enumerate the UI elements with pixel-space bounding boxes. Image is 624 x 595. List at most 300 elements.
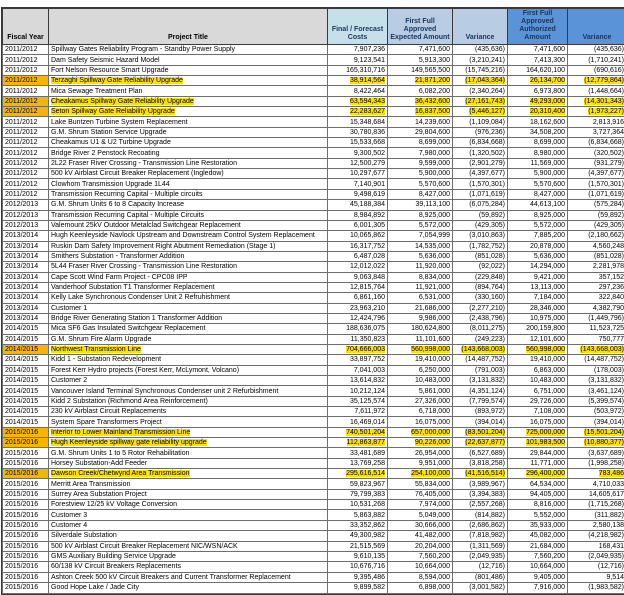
highlighted-text: 90,226,000 [414,439,450,447]
variance-expected-cell: (2,438,796) [453,313,508,323]
table-row [3,365,624,375]
table-row [3,344,624,354]
project-title-cell: Customer 2 [49,376,328,386]
forecast-cost-cell: 12,815,764 [328,282,388,292]
forecast-cost-cell: 9,899,582 [328,582,388,593]
table-row [3,158,624,168]
variance-expected-cell: (6,527,689) [453,448,508,458]
table-row [3,407,624,417]
forecast-cost-cell: 9,063,848 [328,272,388,282]
variance-expected-cell: (2,049,935) [453,551,508,561]
project-title-cell: G.M. Shrum Units 1 to 5 Rotor Rehabilitation [49,448,328,458]
expected-amount-cell: 29,804,600 [388,127,453,137]
variance-expected-cell: (851,028) [453,251,508,261]
authorized-amount-cell: 10,975,000 [508,313,568,323]
variance-authorized-cell: (4,397,677) [568,169,624,179]
variance-authorized-cell: (12,716) [568,562,624,572]
project-title-cell: G.M. Shrum Fire Alarm Upgrade [49,334,328,344]
expected-amount-cell: 76,405,000 [388,489,453,499]
variance-expected-cell: (2,901,279) [453,158,508,168]
expected-amount-cell [388,107,453,117]
authorized-amount-cell: 12,101,600 [508,334,568,344]
forecast-cost-cell: 10,531,268 [328,500,388,510]
table-row [3,531,624,541]
table-row [3,303,624,313]
fiscal-year-cell: 2013/2014 [3,282,49,292]
forecast-cost-cell: 9,498,619 [328,189,388,199]
authorized-amount-cell [508,427,568,437]
forecast-cost-cell: 33,481,689 [328,448,388,458]
forecast-cost-cell: 7,907,236 [328,45,388,55]
table-row [3,551,624,561]
authorized-amount-cell: 35,933,000 [508,520,568,530]
table-row [3,138,624,148]
table-row [3,334,624,344]
project-title-cell: Mica SF6 Gas Insulated Switchgear Replacement [49,324,328,334]
forecast-cost-cell: 6,487,028 [328,251,388,261]
variance-authorized-cell: (1,998,258) [568,458,624,468]
project-title-cell: Kidd 1 - Substation Redevelopment [49,355,328,365]
variance-authorized-cell: (2,180,662) [568,231,624,241]
variance-authorized-cell: (435,636) [568,45,624,55]
forecast-cost-cell: 9,610,135 [328,551,388,561]
authorized-amount-cell: 28,346,000 [508,303,568,313]
project-title-cell: Vanderhoof Substation T1 Transformer Replacement [49,282,328,292]
table-row [3,45,624,55]
variance-expected-cell: (2,557,268) [453,500,508,510]
variance-expected-cell: (4,351,124) [453,386,508,396]
variance-authorized-cell: (320,502) [568,148,624,158]
project-title-cell: Transmission Recurring Capital - Multiple Circuits [49,210,328,220]
fiscal-year-cell: 2011/2012 [3,138,49,148]
capital-projects-table [2,8,624,594]
highlighted-text: 296,400,000 [526,470,565,478]
highlighted-text: (143,668,003) [461,346,505,354]
authorized-amount-cell: 94,405,000 [508,489,568,499]
forecast-cost-cell: 6,001,305 [328,220,388,230]
expected-amount-cell: 8,427,000 [388,189,453,199]
authorized-amount-cell: 21,684,000 [508,541,568,551]
project-title-cell: Lake Buntzen Turbine System Replacement [49,117,328,127]
fiscal-year-cell: 2013/2014 [3,293,49,303]
authorized-amount-cell: 7,916,000 [508,582,568,593]
variance-expected-cell: (3,010,863) [453,231,508,241]
forecast-cost-cell: 15,348,684 [328,117,388,127]
table-row [3,96,624,106]
fiscal-year-cell: 2011/2012 [3,158,49,168]
project-title-cell: Ashton Creek 500 kV Circuit Breakers and Current Transformer Replacement [49,572,328,582]
variance-authorized-cell: (1,715,268) [568,500,624,510]
project-title-cell: 500 kV Airblast Circuit Breaker Replacement NIC/WSN/ACK [49,541,328,551]
forecast-cost-cell: 33,352,862 [328,520,388,530]
fiscal-year-cell: 2011/2012 [3,107,49,117]
authorized-amount-cell: 13,113,000 [508,282,568,292]
variance-expected-cell: (1,109,084) [453,117,508,127]
variance-authorized-cell: (2,049,935) [568,551,624,561]
authorized-amount-cell: 8,925,000 [508,210,568,220]
authorized-amount-cell: 64,534,000 [508,479,568,489]
expected-amount-cell: 16,075,000 [388,417,453,427]
fiscal-year-cell: 2015/2016 [3,458,49,468]
expected-amount-cell: 5,900,000 [388,169,453,179]
highlighted-text: 36,432,600 [414,97,450,105]
variance-authorized-cell: (6,834,668) [568,138,624,148]
project-title-cell: Transmission Recurring Capital - Multiple circuits [49,189,328,199]
variance-authorized-cell: (4,218,982) [568,531,624,541]
authorized-amount-cell: 8,427,000 [508,189,568,199]
authorized-amount-cell: 7,184,000 [508,293,568,303]
variance-authorized-cell: (14,487,752) [568,355,624,365]
highlighted-text: (143,668,003) [580,346,624,354]
table-row [3,438,624,448]
variance-authorized-cell: (1,449,796) [568,313,624,323]
table-row [3,520,624,530]
table-row [3,448,624,458]
variance-authorized-cell [568,469,624,479]
authorized-amount-cell: 11,569,000 [508,158,568,168]
highlighted-text: 704,666,003 [346,346,385,354]
table-row [3,489,624,499]
table-row [3,458,624,468]
authorized-amount-cell: 6,751,000 [508,386,568,396]
expected-amount-cell: 9,599,000 [388,158,453,168]
variance-expected-cell: (1,311,569) [453,541,508,551]
project-title-cell: G.M. Shrum Station Service Upgrade [49,127,328,137]
authorized-amount-cell: 5,570,600 [508,179,568,189]
project-title-cell [49,438,328,448]
authorized-amount-cell: 7,413,300 [508,55,568,65]
variance-expected-cell: (894,764) [453,282,508,292]
expected-amount-cell: 180,624,800 [388,324,453,334]
variance-authorized-cell: 750,777 [568,334,624,344]
project-title-cell [49,469,328,479]
column-header-project-title: Project Title [49,9,328,45]
variance-authorized-cell: (394,014) [568,417,624,427]
header-row [3,9,624,45]
highlighted-text: 26,134,700 [529,77,565,85]
forecast-cost-cell: 49,300,982 [328,531,388,541]
forecast-cost-cell: 16,317,752 [328,241,388,251]
variance-expected-cell: (1,782,752) [453,241,508,251]
highlighted-text: (15,501,204) [584,428,624,436]
project-title-cell: Clowhom Transmission Upgrade 1L44 [49,179,328,189]
variance-expected-cell: (3,131,832) [453,376,508,386]
variance-authorized-cell [568,76,624,86]
table-row [3,169,624,179]
variance-authorized-cell: 11,523,725 [568,324,624,334]
expected-amount-cell: 8,699,000 [388,138,453,148]
variance-expected-cell [453,96,508,106]
forecast-cost-cell: 7,611,972 [328,407,388,417]
variance-expected-cell: (7,799,574) [453,396,508,406]
authorized-amount-cell: 8,980,000 [508,148,568,158]
highlighted-text: 63,594,343 [349,97,385,105]
project-title-cell: Bridge River Generating Station 1 Transformer Addition [49,313,328,323]
expected-amount-cell: 5,572,000 [388,220,453,230]
variance-expected-cell: (3,210,241) [453,55,508,65]
forecast-cost-cell: 8,422,464 [328,86,388,96]
table-row [3,582,624,593]
variance-authorized-cell: 4,382,790 [568,303,624,313]
expected-amount-cell: 10,483,000 [388,376,453,386]
variance-expected-cell: (893,972) [453,407,508,417]
variance-expected-cell: (330,160) [453,293,508,303]
authorized-amount-cell [508,76,568,86]
forecast-cost-cell: 8,984,892 [328,210,388,220]
project-title-cell: Bridge River 2 Penstock Recoating [49,148,328,158]
fiscal-year-cell: 2013/2014 [3,262,49,272]
project-title-cell: 60/138 kV Circuit Breakers Replacements [49,562,328,572]
forecast-cost-cell [328,438,388,448]
expected-amount-cell: 5,636,000 [388,251,453,261]
highlighted-text: 21,871,200 [414,77,450,85]
highlighted-text: 22,283,627 [349,108,385,116]
variance-authorized-cell: (503,972) [568,407,624,417]
authorized-amount-cell: 10,483,000 [508,376,568,386]
forecast-cost-cell: 9,123,541 [328,55,388,65]
table-row [3,376,624,386]
project-title-cell: 230 kV Airblast Circuit Replacements [49,407,328,417]
table-row [3,272,624,282]
variance-authorized-cell: 168,431 [568,541,624,551]
variance-authorized-cell: (931,279) [568,158,624,168]
project-title-cell: Cape Scott Wind Farm Project - CPC08 IPP [49,272,328,282]
expected-amount-cell [388,427,453,437]
project-title-cell: Customer 1 [49,303,328,313]
authorized-amount-cell: 7,560,200 [508,551,568,561]
forecast-cost-cell: 9,395,486 [328,572,388,582]
highlighted-text: 112,863,877 [346,439,385,447]
fiscal-year-cell: 2012/2013 [3,200,49,210]
authorized-amount-cell: 45,082,000 [508,531,568,541]
variance-authorized-cell: 4,710,033 [568,479,624,489]
fiscal-year-cell: 2015/2016 [3,427,49,437]
forecast-cost-cell [328,107,388,117]
fiscal-year-cell: 2011/2012 [3,148,49,158]
table-row [3,396,624,406]
variance-authorized-cell: (1,710,241) [568,55,624,65]
project-title-cell: Merritt Area Transmission [49,479,328,489]
variance-authorized-cell: (575,284) [568,200,624,210]
highlighted-text: 16,837,500 [414,108,450,116]
highlighted-text: Hugh Keenleyside spillway gate reliability upgrade [51,439,207,447]
forecast-cost-cell: 12,012,022 [328,262,388,272]
authorized-amount-cell: 20,878,000 [508,241,568,251]
table-row [3,293,624,303]
forecast-cost-cell: 16,469,014 [328,417,388,427]
fiscal-year-cell: 2014/2015 [3,407,49,417]
forecast-cost-cell [328,344,388,354]
forecast-cost-cell: 59,823,967 [328,479,388,489]
highlighted-text: Terzaghi Spillway Gate Reliability Upgrade [51,77,183,85]
fiscal-year-cell: 2012/2013 [3,220,49,230]
highlighted-text: 740,501,204 [346,428,385,436]
highlighted-text: 101,983,500 [526,439,565,447]
variance-expected-cell: (3,001,582) [453,582,508,593]
authorized-amount-cell: 200,159,800 [508,324,568,334]
variance-expected-cell: (394,014) [453,417,508,427]
variance-expected-cell: (6,834,668) [453,138,508,148]
fiscal-year-cell: 2013/2014 [3,251,49,261]
table-row [3,231,624,241]
project-title-cell: System Spare Transformers Project [49,417,328,427]
highlighted-text: 254,100,000 [411,470,450,478]
expected-amount-cell: 7,471,600 [388,45,453,55]
variance-expected-cell: (3,394,383) [453,489,508,499]
highlighted-text: Seton Spillway Gate Reliability Upgrade [51,108,175,116]
variance-authorized-cell: (3,461,124) [568,386,624,396]
variance-expected-cell: (814,882) [453,510,508,520]
highlighted-text: (12,779,864) [584,77,624,85]
project-title-cell: Forest Kerr Hydro projects (Forest Kerr, McLymont, Volcano) [49,365,328,375]
expected-amount-cell: 6,898,000 [388,582,453,593]
project-title-cell: Kidd 2 Substation (Richmond Area Reinforcement) [49,396,328,406]
table-row [3,107,624,117]
highlighted-text: (1,973,227) [588,108,624,116]
expected-amount-cell: 7,974,000 [388,500,453,510]
highlighted-text: Cheakamus Spillway Gate Reliability Upgrade [51,97,194,105]
forecast-cost-cell: 7,041,003 [328,365,388,375]
highlighted-text: (41,516,514) [465,470,505,478]
variance-authorized-cell: 297,236 [568,282,624,292]
variance-expected-cell: (2,277,210) [453,303,508,313]
project-title-cell: Vancouver Island Terminal Synchronous Condenser unit 2 Refurbishment [49,386,328,396]
table-row [3,148,624,158]
forecast-cost-cell: 13,769,258 [328,458,388,468]
fiscal-year-cell: 2014/2015 [3,417,49,427]
authorized-amount-cell: 6,863,000 [508,365,568,375]
variance-expected-cell: (14,487,752) [453,355,508,365]
project-title-cell: Surrey Area Substation Project [49,489,328,499]
fiscal-year-cell: 2015/2016 [3,572,49,582]
table-row [3,200,624,210]
forecast-cost-cell [328,469,388,479]
variance-expected-cell: (6,075,284) [453,200,508,210]
fiscal-year-cell: 2011/2012 [3,55,49,65]
authorized-amount-cell: 9,421,000 [508,272,568,282]
expected-amount-cell: 27,326,000 [388,396,453,406]
expected-amount-cell: 7,980,000 [388,148,453,158]
fiscal-year-cell: 2015/2016 [3,500,49,510]
fiscal-year-cell: 2014/2015 [3,396,49,406]
variance-authorized-cell: (1,983,582) [568,582,624,593]
fiscal-year-cell: 2014/2015 [3,324,49,334]
table-row [3,562,624,572]
project-title-cell: Kelly Lake Synchronous Condenser Unit 2 Refruhishment [49,293,328,303]
highlighted-text: (22,637,877) [465,439,505,447]
forecast-cost-cell [328,427,388,437]
project-title-cell: Customer 3 [49,510,328,520]
authorized-amount-cell: 8,816,000 [508,500,568,510]
expected-amount-cell: 30,666,000 [388,520,453,530]
highlighted-text: Dawson Creek/Chetwynd Area Transmission [51,470,190,478]
forecast-cost-cell: 6,861,160 [328,293,388,303]
table-row [3,189,624,199]
fiscal-year-cell: 2015/2016 [3,551,49,561]
table-row [3,479,624,489]
variance-authorized-cell: (690,616) [568,65,624,75]
variance-authorized-cell: 2,281,978 [568,262,624,272]
forecast-cost-cell: 21,515,569 [328,541,388,551]
project-title-cell: GMS Auxiliary Building Service Upgrade [49,551,328,561]
variance-authorized-cell: (178,003) [568,365,624,375]
authorized-amount-cell [508,438,568,448]
variance-authorized-cell: (5,399,574) [568,396,624,406]
variance-authorized-cell: 2,580,138 [568,520,624,530]
highlighted-text: (17,043,364) [465,77,505,85]
authorized-amount-cell [508,469,568,479]
variance-expected-cell: (1,071,619) [453,189,508,199]
highlighted-text: (5,446,127) [469,108,505,116]
project-title-cell [49,76,328,86]
variance-expected-cell: (3,989,967) [453,479,508,489]
highlighted-text: Northwest Transmission Line [51,346,141,354]
expected-amount-cell: 55,834,000 [388,479,453,489]
forecast-cost-cell [328,96,388,106]
table-row [3,572,624,582]
column-header-forecast-costs: Final / Forecast Costs [328,9,388,45]
authorized-amount-cell: 5,636,000 [508,251,568,261]
forecast-cost-cell [328,76,388,86]
table-row [3,386,624,396]
expected-amount-cell: 6,718,000 [388,407,453,417]
variance-authorized-cell: (311,882) [568,510,624,520]
forecast-cost-cell: 9,300,502 [328,148,388,158]
variance-authorized-cell: (1,570,301) [568,179,624,189]
fiscal-year-cell: 2011/2012 [3,45,49,55]
fiscal-year-cell: 2011/2012 [3,179,49,189]
column-header-fiscal-year: Fiscal Year [3,9,49,45]
fiscal-year-cell: 2015/2016 [3,582,49,593]
expected-amount-cell: 10,664,000 [388,562,453,572]
variance-expected-cell: (976,236) [453,127,508,137]
expected-amount-cell [388,438,453,448]
authorized-amount-cell: 11,771,000 [508,458,568,468]
authorized-amount-cell: 14,294,000 [508,262,568,272]
expected-amount-cell: 14,535,000 [388,241,453,251]
project-title-cell: Silverdale Substation [49,531,328,541]
fiscal-year-cell: 2015/2016 [3,510,49,520]
authorized-amount-cell: 18,162,600 [508,117,568,127]
variance-authorized-cell: (3,637,689) [568,448,624,458]
variance-expected-cell: (2,686,862) [453,520,508,530]
project-title-cell [49,344,328,354]
variance-expected-cell [453,469,508,479]
column-header-variance-expected: Variance [453,9,508,45]
fiscal-year-cell: 2014/2015 [3,365,49,375]
highlighted-text: (14,301,343) [584,97,624,105]
column-header-expected-amount: First Full Approved Expected Amount [388,9,453,45]
table-body [3,45,624,594]
variance-authorized-cell: 14,605,617 [568,489,624,499]
project-title-cell: Spillway Gates Reliability Program - Standby Power Supply [49,45,328,55]
variance-authorized-cell: (59,892) [568,210,624,220]
forecast-cost-cell: 5,863,882 [328,510,388,520]
forecast-cost-cell: 33,897,752 [328,355,388,365]
authorized-amount-cell: 16,075,000 [508,417,568,427]
authorized-amount-cell: 9,405,000 [508,572,568,582]
forecast-cost-cell: 35,125,574 [328,396,388,406]
authorized-amount-cell: 6,973,800 [508,86,568,96]
fiscal-year-cell: 2014/2015 [3,344,49,354]
authorized-amount-cell [508,107,568,117]
variance-expected-cell [453,76,508,86]
fiscal-year-cell: 2011/2012 [3,76,49,86]
project-title-cell: 2L22 Fraser River Crossing - Transmission Line Restoration [49,158,328,168]
variance-authorized-cell: (429,305) [568,220,624,230]
fiscal-year-cell: 2015/2016 [3,479,49,489]
authorized-amount-cell: 7,108,000 [508,407,568,417]
